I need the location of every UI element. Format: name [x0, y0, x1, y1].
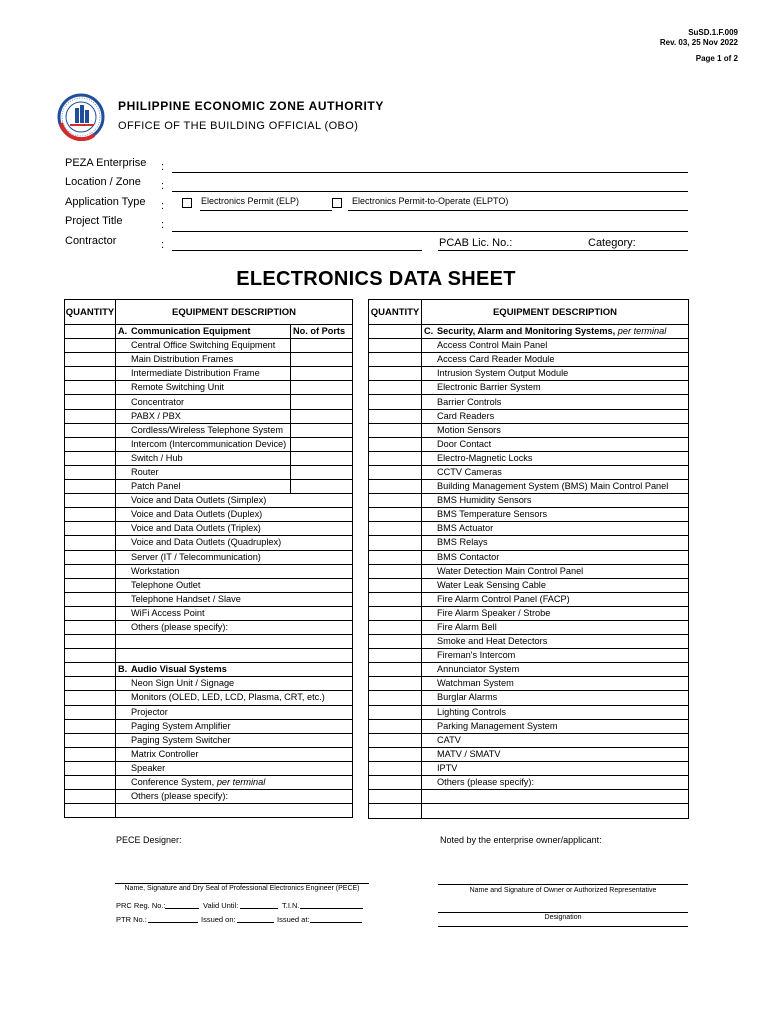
- equipment-item: Telephone Handset / Slave: [116, 592, 353, 606]
- project-title-label: Project Title: [65, 215, 123, 227]
- table-row: [65, 367, 353, 381]
- equipment-item: Voice and Data Outlets (Triplex): [116, 522, 353, 536]
- table-row: [65, 508, 353, 522]
- equipment-item: Remote Switching Unit: [116, 381, 291, 395]
- table-row: [65, 606, 353, 620]
- equipment-table-right: [368, 299, 689, 819]
- quantity-cell[interactable]: [369, 451, 422, 465]
- equipment-item: Telephone Outlet: [116, 578, 353, 592]
- equipment-item: IPTV: [422, 761, 689, 775]
- equipment-item: Switch / Hub: [116, 451, 291, 465]
- section-title-text: Audio Visual Systems: [131, 664, 227, 675]
- table-row: [369, 367, 689, 381]
- pcab-label: PCAB Lic. No.:: [439, 237, 513, 249]
- equipment-item: Burglar Alarms: [422, 691, 689, 705]
- table-row: [65, 592, 353, 606]
- table-row: [65, 550, 353, 564]
- document-code-text: SuSD.1.F.009: [688, 28, 738, 37]
- ports-cell[interactable]: [291, 395, 353, 409]
- table-row: [65, 620, 353, 634]
- issued-at-label: Issued at:: [277, 915, 310, 924]
- quantity-cell[interactable]: [369, 381, 422, 395]
- equipment-item: Matrix Controller: [116, 747, 353, 761]
- colon: :: [161, 161, 165, 173]
- table-row: [369, 451, 689, 465]
- quantity-cell[interactable]: [65, 592, 116, 606]
- category-label: Category:: [588, 237, 636, 249]
- equipment-item: BMS Temperature Sensors: [422, 508, 689, 522]
- table-row: [369, 494, 689, 508]
- sheet-title: ELECTRONICS DATA SHEET: [236, 268, 516, 290]
- equipment-item: Smoke and Heat Detectors: [422, 635, 689, 649]
- quantity-cell[interactable]: [369, 705, 422, 719]
- table-row: [369, 381, 689, 395]
- quantity-cell[interactable]: [65, 367, 116, 381]
- quantity-cell[interactable]: [65, 804, 116, 818]
- quantity-cell[interactable]: [65, 649, 116, 663]
- table-row: [369, 550, 689, 564]
- section-letter: A.: [118, 326, 128, 337]
- enterprise-label: PEZA Enterprise: [65, 157, 147, 169]
- ports-cell[interactable]: [291, 381, 353, 395]
- table-row: [369, 536, 689, 550]
- conference-italic: per terminal: [216, 777, 266, 788]
- prc-reg-field[interactable]: [165, 908, 199, 909]
- table-row: [65, 705, 353, 719]
- quantity-cell[interactable]: [369, 620, 422, 634]
- colon: :: [161, 219, 165, 231]
- equipment-item: CATV: [422, 733, 689, 747]
- equipment-item: Fire Alarm Bell: [422, 620, 689, 634]
- equipment-item: Neon Sign Unit / Signage: [116, 677, 353, 691]
- ports-cell[interactable]: [291, 437, 353, 451]
- ports-cell[interactable]: [291, 409, 353, 423]
- quantity-cell[interactable]: [369, 536, 422, 550]
- blank-row: [369, 804, 689, 819]
- table-row: [65, 423, 353, 437]
- enterprise-field[interactable]: [172, 172, 688, 173]
- peza-seal-logo: [54, 93, 110, 141]
- ports-cell[interactable]: [291, 480, 353, 494]
- document-code: [660, 28, 738, 48]
- designation-caption: Designation: [544, 914, 582, 921]
- table-row: [369, 564, 689, 578]
- equipment-item: PABX / PBX: [116, 409, 291, 423]
- table-row: [369, 423, 689, 437]
- equipment-item: BMS Humidity Sensors: [422, 494, 689, 508]
- quantity-cell[interactable]: [369, 395, 422, 409]
- others-specify-cell[interactable]: [116, 635, 353, 649]
- contractor-field[interactable]: [172, 250, 422, 251]
- quantity-cell[interactable]: [65, 620, 116, 634]
- colon: :: [161, 180, 165, 192]
- project-title-field[interactable]: [172, 231, 688, 232]
- quantity-cell[interactable]: [369, 691, 422, 705]
- quantity-header: QUANTITY: [369, 300, 422, 325]
- quantity-cell[interactable]: [369, 325, 422, 339]
- quantity-cell[interactable]: [65, 325, 116, 339]
- table-row: [65, 691, 353, 705]
- org-name: PHILIPPINE ECONOMIC ZONE AUTHORITY: [118, 99, 384, 113]
- quantity-cell[interactable]: [369, 522, 422, 536]
- designation-underline: [438, 926, 688, 927]
- table-row: [369, 395, 689, 409]
- table-row: [65, 451, 353, 465]
- table-row: [65, 465, 353, 479]
- ptr-field[interactable]: [148, 922, 198, 923]
- equipment-item: Fire Alarm Control Panel (FACP): [422, 592, 689, 606]
- equipment-item: Fireman's Intercom: [422, 649, 689, 663]
- tin-field[interactable]: [300, 908, 363, 909]
- quantity-cell[interactable]: [65, 508, 116, 522]
- equipment-item: Workstation: [116, 564, 353, 578]
- blank-row: [65, 649, 353, 663]
- table-row: [65, 719, 353, 733]
- table-row: [65, 564, 353, 578]
- equipment-item: Central Office Switching Equipment: [116, 339, 291, 353]
- quantity-cell[interactable]: [369, 339, 422, 353]
- equipment-item: Parking Management System: [422, 719, 689, 733]
- table-row: [65, 409, 353, 423]
- quantity-cell[interactable]: [65, 663, 116, 677]
- designation-line[interactable]: [438, 912, 688, 913]
- equipment-item: Annunciator System: [422, 663, 689, 677]
- table-row: [65, 437, 353, 451]
- quantity-cell[interactable]: [369, 494, 422, 508]
- application-type-label: Application Type: [65, 196, 146, 208]
- equipment-item: Card Readers: [422, 409, 689, 423]
- quantity-cell[interactable]: [369, 649, 422, 663]
- section-letter: C.: [424, 326, 434, 337]
- equipment-item: CCTV Cameras: [422, 465, 689, 479]
- equipment-item: BMS Relays: [422, 536, 689, 550]
- blank-row: [65, 804, 353, 818]
- equipment-item: Voice and Data Outlets (Simplex): [116, 494, 353, 508]
- quantity-cell[interactable]: [369, 592, 422, 606]
- quantity-cell[interactable]: [65, 409, 116, 423]
- others-specify-cell[interactable]: [422, 790, 689, 804]
- equipment-item: Cordless/Wireless Telephone System: [116, 423, 291, 437]
- field-divider: [200, 210, 332, 211]
- quantity-cell[interactable]: [65, 465, 116, 479]
- quantity-cell[interactable]: [65, 353, 116, 367]
- equipment-item: Intermediate Distribution Frame: [116, 367, 291, 381]
- quantity-cell[interactable]: [65, 536, 116, 550]
- table-row: [65, 339, 353, 353]
- table-row: [369, 508, 689, 522]
- description-header: EQUIPMENT DESCRIPTION: [422, 300, 689, 325]
- quantity-cell[interactable]: [369, 663, 422, 677]
- field-divider: [348, 210, 688, 211]
- owner-signature-line[interactable]: [438, 884, 688, 885]
- table-row: [369, 691, 689, 705]
- pece-caption: Name, Signature and Dry Seal of Professional Electronics Engineer (PECE): [124, 885, 360, 892]
- table-row: [369, 635, 689, 649]
- contractor-label: Contractor: [65, 235, 117, 247]
- colon: :: [161, 200, 165, 212]
- quantity-cell[interactable]: [369, 367, 422, 381]
- table-row: [65, 381, 353, 395]
- table-row: [369, 776, 689, 790]
- issued-on-label: Issued on:: [201, 915, 236, 924]
- table-row: [65, 494, 353, 508]
- equipment-item: Water Detection Main Control Panel: [422, 564, 689, 578]
- quantity-cell[interactable]: [369, 423, 422, 437]
- others-specify-cell[interactable]: [422, 804, 689, 819]
- quantity-cell[interactable]: [369, 578, 422, 592]
- equipment-item: [116, 776, 353, 790]
- quantity-cell[interactable]: [369, 719, 422, 733]
- table-row: [369, 578, 689, 592]
- equipment-item: Door Contact: [422, 437, 689, 451]
- equipment-item: Monitors (OLED, LED, LCD, Plasma, CRT, etc.): [116, 691, 353, 705]
- equipment-item: BMS Actuator: [422, 522, 689, 536]
- equipment-item: Server (IT / Telecommunication): [116, 550, 353, 564]
- equipment-item: Fire Alarm Speaker / Strobe: [422, 606, 689, 620]
- table-row: [65, 761, 353, 775]
- quantity-cell[interactable]: [65, 578, 116, 592]
- section-a-title: [116, 325, 291, 339]
- quantity-cell[interactable]: [369, 677, 422, 691]
- equipment-item: WiFi Access Point: [116, 606, 353, 620]
- equipment-item: Electronic Barrier System: [422, 381, 689, 395]
- table-row: [369, 465, 689, 479]
- quantity-cell[interactable]: [369, 761, 422, 775]
- equipment-item: Intrusion System Output Module: [422, 367, 689, 381]
- ports-cell[interactable]: [291, 465, 353, 479]
- valid-until-label: Valid Until:: [203, 901, 239, 910]
- issued-at-field[interactable]: [310, 922, 362, 923]
- table-row: [369, 592, 689, 606]
- description-header: EQUIPMENT DESCRIPTION: [116, 300, 353, 325]
- table-row: [369, 606, 689, 620]
- equipment-item: Patch Panel: [116, 480, 291, 494]
- quantity-cell[interactable]: [369, 804, 422, 819]
- ports-cell[interactable]: [291, 367, 353, 381]
- table-row: [65, 578, 353, 592]
- field-divider: [200, 191, 332, 192]
- quantity-cell[interactable]: [369, 606, 422, 620]
- quantity-cell[interactable]: [65, 733, 116, 747]
- quantity-cell[interactable]: [369, 790, 422, 804]
- equipment-item: Paging System Amplifier: [116, 719, 353, 733]
- quantity-cell[interactable]: [65, 564, 116, 578]
- section-b-row: [65, 663, 353, 677]
- prc-reg-label: PRC Reg. No.:: [116, 901, 166, 910]
- equipment-item: Intercom (Intercommunication Device): [116, 437, 291, 451]
- table-row: [65, 522, 353, 536]
- quantity-cell[interactable]: [65, 677, 116, 691]
- table-row: [369, 480, 689, 494]
- quantity-cell[interactable]: [65, 606, 116, 620]
- equipment-item: Voice and Data Outlets (Quadruplex): [116, 536, 353, 550]
- equipment-item: Paging System Switcher: [116, 733, 353, 747]
- pece-designer-label: PECE Designer:: [116, 835, 182, 845]
- quantity-cell[interactable]: [65, 522, 116, 536]
- quantity-cell[interactable]: [369, 733, 422, 747]
- section-a-row: [65, 325, 353, 339]
- equipment-item: BMS Contactor: [422, 550, 689, 564]
- table-row: [65, 353, 353, 367]
- page-number: Page 1 of 2: [695, 54, 738, 63]
- org-office: OFFICE OF THE BUILDING OFFICIAL (OBO): [118, 120, 359, 132]
- table-row: [65, 395, 353, 409]
- table-row: [369, 649, 689, 663]
- quantity-cell[interactable]: [65, 776, 116, 790]
- equipment-item: Lighting Controls: [422, 705, 689, 719]
- table-row: [369, 437, 689, 451]
- ports-cell[interactable]: [291, 353, 353, 367]
- colon: :: [161, 239, 165, 251]
- elpto-option-label: Electronics Permit-to-Operate (ELPTO): [352, 196, 509, 206]
- quantity-cell[interactable]: [369, 776, 422, 790]
- equipment-item: Others (please specify):: [422, 776, 689, 790]
- equipment-item: Motion Sensors: [422, 423, 689, 437]
- section-b-title: [116, 663, 353, 677]
- equipment-item: Projector: [116, 705, 353, 719]
- table-row: [65, 747, 353, 761]
- table-header-row: [65, 300, 353, 325]
- ports-cell[interactable]: [291, 451, 353, 465]
- ports-cell[interactable]: [291, 339, 353, 353]
- quantity-cell[interactable]: [65, 635, 116, 649]
- quantity-cell[interactable]: [65, 790, 116, 804]
- elpto-checkbox[interactable]: [332, 198, 342, 208]
- equipment-item: Water Leak Sensing Cable: [422, 578, 689, 592]
- quantity-cell[interactable]: [65, 494, 116, 508]
- table-row: [65, 733, 353, 747]
- table-row: [369, 677, 689, 691]
- quantity-cell[interactable]: [65, 747, 116, 761]
- conference-text: Conference System,: [131, 777, 215, 788]
- section-c-title: [422, 325, 689, 339]
- tin-label: T.I.N.: [282, 901, 300, 910]
- table-header-row: [369, 300, 689, 325]
- owner-caption: Name and Signature of Owner or Authorized Representative: [469, 887, 657, 894]
- equipment-item: Building Management System (BMS) Main Control Panel: [422, 480, 689, 494]
- table-row: [65, 776, 353, 790]
- equipment-item: Access Control Main Panel: [422, 339, 689, 353]
- table-row: [369, 733, 689, 747]
- table-row: [65, 536, 353, 550]
- equipment-item: MATV / SMATV: [422, 747, 689, 761]
- quantity-cell[interactable]: [369, 409, 422, 423]
- table-row: [369, 747, 689, 761]
- noted-by-label: Noted by the enterprise owner/applicant:: [440, 835, 602, 845]
- equipment-item: Router: [116, 465, 291, 479]
- quantity-cell[interactable]: [65, 761, 116, 775]
- quantity-cell[interactable]: [369, 550, 422, 564]
- table-row: [65, 480, 353, 494]
- equipment-item: Electro-Magnetic Locks: [422, 451, 689, 465]
- blank-row: [369, 790, 689, 804]
- quantity-cell[interactable]: [369, 437, 422, 451]
- valid-until-field[interactable]: [240, 908, 278, 909]
- quantity-cell[interactable]: [369, 508, 422, 522]
- table-row: [369, 705, 689, 719]
- others-specify-cell[interactable]: [116, 649, 353, 663]
- revision-text: Rev. 03, 25 Nov 2022: [659, 38, 738, 47]
- quantity-cell[interactable]: [65, 451, 116, 465]
- quantity-cell[interactable]: [369, 480, 422, 494]
- equipment-item: Access Card Reader Module: [422, 353, 689, 367]
- quantity-cell[interactable]: [65, 437, 116, 451]
- equipment-table-left: [64, 299, 353, 818]
- quantity-cell[interactable]: [65, 691, 116, 705]
- table-row: [369, 663, 689, 677]
- section-c-row: [369, 325, 689, 339]
- section-title-italic: per terminal: [617, 326, 667, 337]
- table-row: [369, 620, 689, 634]
- elp-checkbox[interactable]: [182, 198, 192, 208]
- table-row: [369, 409, 689, 423]
- table-row: [369, 761, 689, 775]
- quantity-cell[interactable]: [369, 747, 422, 761]
- others-specify-cell[interactable]: [116, 804, 353, 818]
- quantity-header: QUANTITY: [65, 300, 116, 325]
- equipment-item: Others (please specify):: [116, 620, 353, 634]
- location-label: Location / Zone: [65, 176, 141, 188]
- quantity-cell[interactable]: [369, 353, 422, 367]
- elp-option-label: Electronics Permit (ELP): [201, 196, 300, 206]
- section-title-text: Security, Alarm and Monitoring Systems,: [437, 326, 616, 337]
- pece-signature-line[interactable]: [115, 883, 369, 884]
- table-row: [369, 522, 689, 536]
- quantity-cell[interactable]: [65, 395, 116, 409]
- equipment-item: Watchman System: [422, 677, 689, 691]
- equipment-item: Voice and Data Outlets (Duplex): [116, 508, 353, 522]
- ports-cell[interactable]: [291, 423, 353, 437]
- quantity-cell[interactable]: [65, 550, 116, 564]
- equipment-item: Barrier Controls: [422, 395, 689, 409]
- section-title-text: Communication Equipment: [131, 326, 251, 337]
- ports-header: No. of Ports: [291, 325, 353, 339]
- equipment-item: Main Distribution Frames: [116, 353, 291, 367]
- quantity-cell[interactable]: [369, 564, 422, 578]
- issued-on-field[interactable]: [237, 922, 274, 923]
- table-row: [369, 353, 689, 367]
- quantity-cell[interactable]: [65, 705, 116, 719]
- pcab-category-field[interactable]: [438, 250, 688, 251]
- blank-row: [65, 635, 353, 649]
- quantity-cell[interactable]: [369, 465, 422, 479]
- quantity-cell[interactable]: [65, 719, 116, 733]
- equipment-item: Speaker: [116, 761, 353, 775]
- table-row: [65, 790, 353, 804]
- quantity-cell[interactable]: [65, 423, 116, 437]
- table-row: [65, 677, 353, 691]
- quantity-cell[interactable]: [369, 635, 422, 649]
- ptr-label: PTR No.:: [116, 915, 147, 924]
- quantity-cell[interactable]: [65, 480, 116, 494]
- equipment-item: Others (please specify):: [116, 790, 353, 804]
- quantity-cell[interactable]: [65, 381, 116, 395]
- equipment-item: Concentrator: [116, 395, 291, 409]
- quantity-cell[interactable]: [65, 339, 116, 353]
- section-letter: B.: [118, 664, 128, 675]
- field-divider: [172, 191, 182, 192]
- table-row: [369, 339, 689, 353]
- table-row: [369, 719, 689, 733]
